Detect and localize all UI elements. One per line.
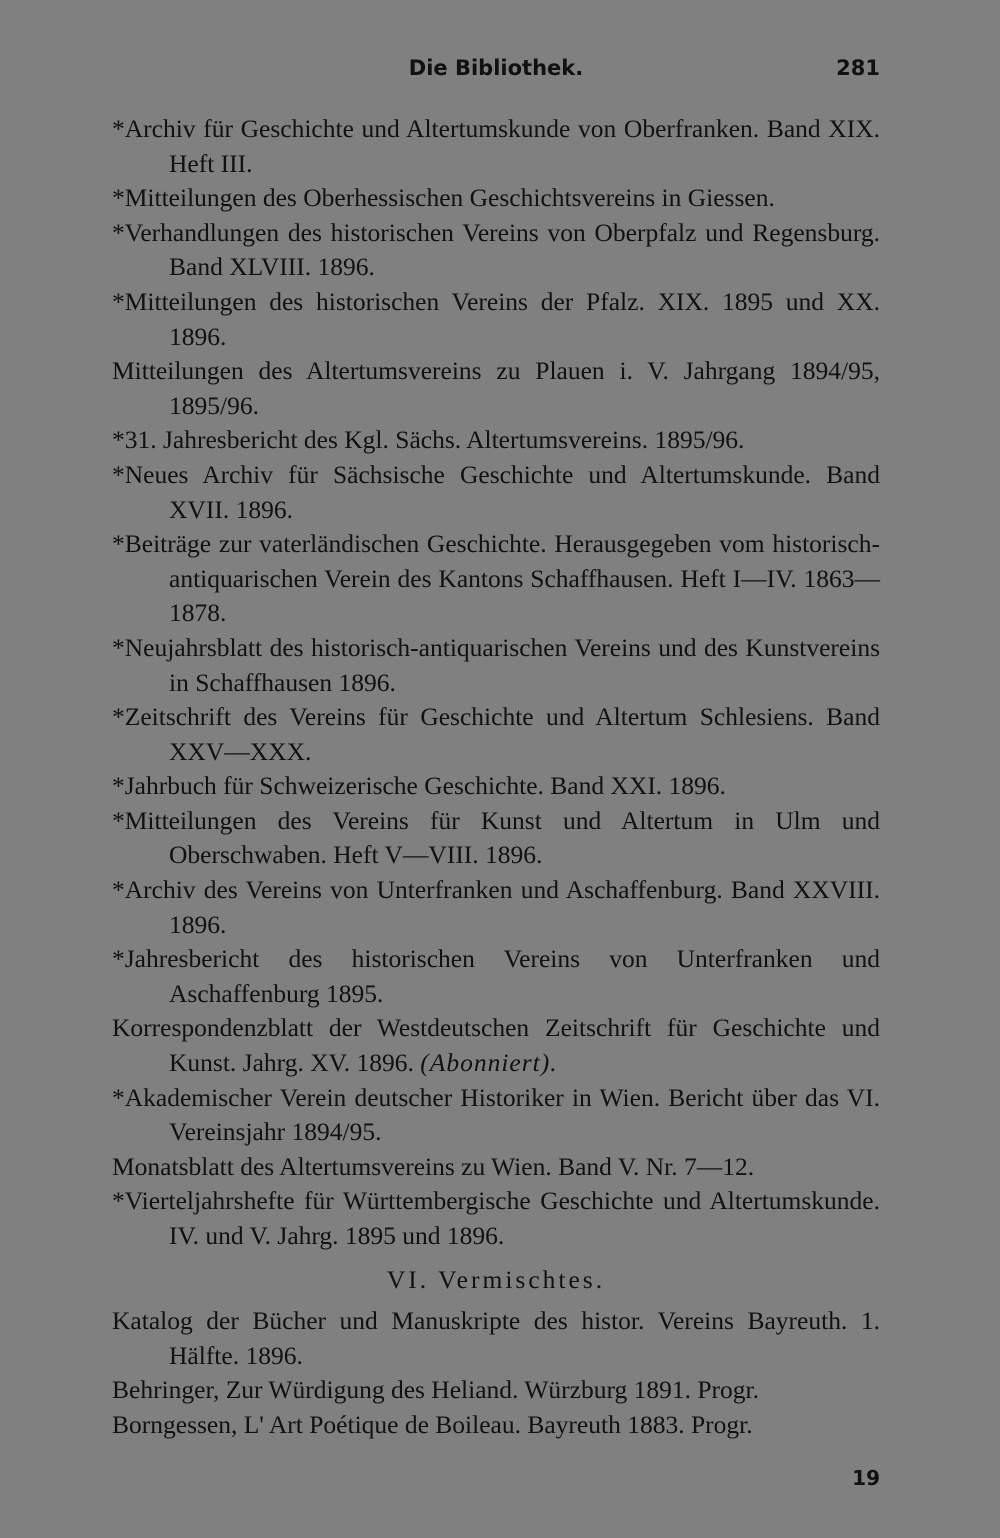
list-item: Borngessen, L' Art Poétique de Boileau. Bayreuth 1883. Progr.: [112, 1409, 753, 1439]
list-item: *Archiv des Vereins von Unterfranken und Aschaffenburg. Band XXVIII. 1896.: [112, 875, 880, 939]
list-item: *Jahresbericht des historischen Vereins von Unterfranken und Aschaffenburg 1895.: [112, 944, 880, 1008]
bibliography-list: [112, 112, 880, 1443]
list-item: Mitteilungen des Altertumsvereins zu Plauen i. V. Jahrgang 1894/95, 1895/96.: [112, 356, 880, 420]
page-number: 281: [836, 56, 880, 80]
list-item: *Vierteljahrshefte für Württembergische Geschichte und Altertumskunde. IV. und V. Jahrg. 1895 und 1896.: [112, 1186, 880, 1250]
subscription-note: (Abonniert).: [420, 1048, 558, 1078]
running-head: [112, 52, 880, 88]
list-item: *Jahrbuch für Schweizerische Geschichte. Band XXI. 1896.: [112, 771, 726, 801]
list-item: *Neues Archiv für Sächsische Geschichte und Altertumskunde. Band XVII. 1896.: [112, 459, 880, 524]
list-item: *Neujahrsblatt des historisch-antiquarischen Vereins und des Kunstvereins in Schaffhausen 1896.: [112, 632, 880, 697]
list-item: *Mitteilungen des Oberhessischen Geschichtsvereins in Giessen.: [112, 183, 775, 213]
list-item-korrespondenzblatt: [112, 1011, 880, 1080]
list-item: *31. Jahresbericht des Kgl. Sächs. Altertumsvereins. 1895/96.: [112, 425, 745, 455]
list-item: Monatsblatt des Altertumsvereins zu Wien. Band V. Nr. 7—12.: [112, 1151, 755, 1181]
printer-signature: 19: [852, 1466, 880, 1490]
entry-text: Korrespondenzblatt der Westdeutschen Zeitschrift für Geschichte und Kunst. Jahrg. XV. 1896.: [112, 1013, 880, 1078]
list-item: Katalog der Bücher und Manuskripte des histor. Vereins Bayreuth. 1. Hälfte. 1896.: [112, 1306, 880, 1370]
list-item: *Archiv für Geschichte und Altertumskunde von Oberfranken. Band XIX. Heft III.: [112, 114, 880, 178]
list-item: *Verhandlungen des historischen Vereins von Oberpfalz und Regensburg. Band XLVIII. 1896.: [112, 217, 880, 282]
list-item: *Beiträge zur vaterländischen Geschichte. Herausgegeben vom historisch-antiquarischen Verein des Kantons Schaffhausen. Heft I—IV. 1863—1878.: [112, 529, 880, 628]
list-item: *Mitteilungen des historischen Vereins der Pfalz. XIX. 1895 und XX. 1896.: [112, 286, 880, 351]
list-item: *Akademischer Verein deutscher Historiker in Wien. Bericht über das VI. Vereinsjahr 1894/95.: [112, 1082, 880, 1147]
list-item: Behringer, Zur Würdigung des Heliand. Würzburg 1891. Progr.: [112, 1375, 759, 1405]
list-item: *Mitteilungen des Vereins für Kunst und Altertum in Ulm und Oberschwaben. Heft V—VIII. 1896.: [112, 805, 880, 870]
list-item: *Zeitschrift des Vereins für Geschichte und Altertum Schlesiens. Band XXV—XXX.: [112, 702, 880, 766]
running-title: Die Bibliothek.: [408, 56, 584, 80]
section-heading: VI. Vermischtes.: [386, 1264, 606, 1294]
